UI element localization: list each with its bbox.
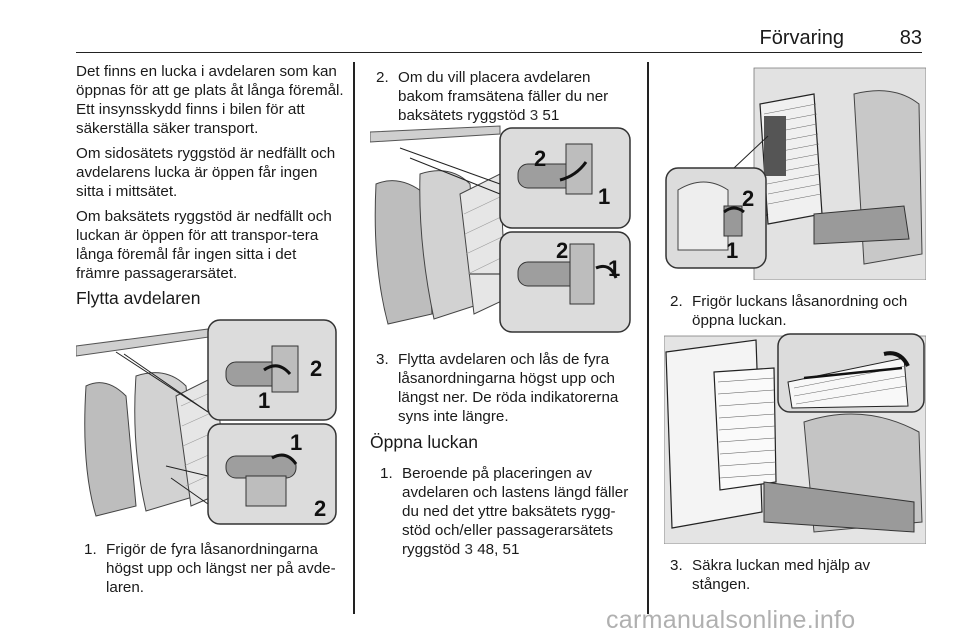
fig3-label-2: 2 <box>742 186 755 211</box>
fig2-label-bottom-1: 1 <box>608 256 621 281</box>
fig1-label-bottom-1: 1 <box>290 430 303 455</box>
heading-flytta-avdelaren: Flytta avdelaren <box>76 288 201 308</box>
step-3-secure-with-rod: 3. Säkra luckan med hjälp av stången. <box>670 557 871 593</box>
paragraph-2: Om sidosätets ryggstöd är nedfällt och avdelarens lucka är öppen får ingen sitta i mittsätet. <box>76 145 336 200</box>
page-ref-icon: 3 <box>529 107 539 124</box>
fig1-label-top-1: 1 <box>258 388 271 413</box>
figure-relocate-divider <box>370 124 632 336</box>
page-header <box>76 0 922 53</box>
page-ref[interactable]: 48, 51 <box>477 541 520 558</box>
step-2-place-divider: 2. Om du vill placera avdelaren bakom framsätena fäller du ner baksätets ryggstöd 3 51 <box>376 69 609 124</box>
step-3-lock-divider: 3. Flytta avdelaren och lås de fyra låsanordningarna högst upp och längst ner. De röda indikatorerna syns inte längre. <box>376 351 619 425</box>
column-divider-1 <box>353 62 355 614</box>
paragraph-1: Det finns en lucka i avdelaren som kan öppnas för att ge plats åt långa föremål. Ett insynsskydd finns i bilen för att säkerställa säker transport. <box>76 63 344 137</box>
fig1-label-top-2: 2 <box>310 356 323 381</box>
column-divider-2 <box>647 62 649 614</box>
fig2-label-top-2: 2 <box>534 146 547 171</box>
section-title: Förvaring <box>759 27 844 49</box>
step-1-release-locks: 1. Frigör de fyra låsanordningarna högst upp och längst ner på avde-laren. <box>84 541 336 596</box>
paragraph-3: Om baksätets ryggstöd är nedfällt och luckan är öppen för att transpor-tera långa föremål får ingen sitta i det främre passagerarsätet. <box>76 208 332 282</box>
fig2-label-bottom-2: 2 <box>556 238 569 263</box>
page-ref[interactable]: 51 <box>542 107 560 124</box>
figure-secure-hatch <box>664 332 926 544</box>
page-ref-icon: 3 <box>464 541 473 558</box>
step-1-fold-seat: 1. Beroende på placeringen av avdelaren och lastens längd fäller du ned det yttre baksätets rygg-stöd och/eller passagerarsätets ryggstöd 3 48, 51 <box>380 465 629 558</box>
figure-release-hatch-lock <box>664 64 926 280</box>
fig2-label-top-1: 1 <box>598 184 611 209</box>
column-1 <box>76 62 344 289</box>
heading-oppna-luckan: Öppna luckan <box>370 432 478 452</box>
watermark: carmanualsonline.info <box>606 606 856 634</box>
figure-move-divider <box>76 316 338 528</box>
step-2-open-hatch: 2. Frigör luckans låsanordning och öppna luckan. <box>670 293 908 329</box>
fig3-label-1: 1 <box>726 238 739 263</box>
fig1-label-bottom-2: 2 <box>314 496 327 521</box>
page-number: 83 <box>899 27 922 49</box>
